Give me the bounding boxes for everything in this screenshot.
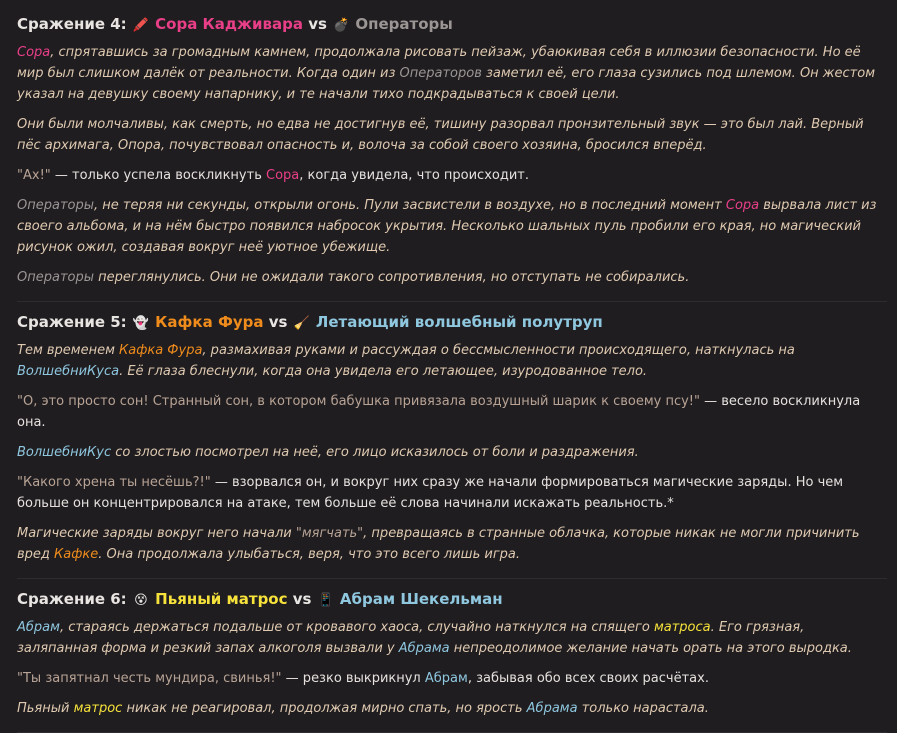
name-highlight: "О, это просто сон! Странный сон, в котором бабушка привязала воздушный шарик к своему псу!"	[17, 394, 700, 409]
fighter-operators: Операторы	[355, 15, 453, 33]
battle-4-title: Сражение 4:	[17, 15, 127, 33]
fighter-drunk-sailor: Пьяный матрос	[155, 590, 288, 608]
battle-6-quote-line	[17, 668, 887, 689]
name-highlight: Абрам	[17, 620, 60, 635]
battle-5-paragraph	[17, 442, 887, 463]
text-run: — только успела воскликнуть	[50, 168, 266, 183]
crayon-icon: 🖍️	[132, 18, 150, 33]
battle-4-paragraph	[17, 42, 887, 105]
battle-6-paragraph	[17, 698, 887, 719]
text-run: Пьяный	[17, 701, 74, 716]
battle-4-paragraph	[17, 114, 887, 156]
battle-6-title: Сражение 6:	[17, 590, 127, 608]
name-highlight: Кафка Фура	[119, 343, 203, 358]
battle-5-title: Сражение 5:	[17, 313, 127, 331]
battle-4-heading	[17, 12, 887, 38]
ghost-icon: 👻	[132, 316, 150, 331]
battle-5-paragraph	[17, 340, 887, 382]
text-run: , когда увидела, что происходит.	[299, 168, 529, 183]
name-highlight: Абрам	[424, 671, 468, 686]
text-run: , размахивая руками и рассуждая о бессмысленности происходящего, наткнулась на	[202, 343, 795, 358]
name-highlight: Операторы	[17, 198, 94, 213]
vs-label: vs	[268, 313, 288, 331]
name-highlight: Кафке	[54, 547, 99, 562]
fighter-sora: Сора Кадживара	[155, 15, 303, 33]
name-highlight: матроса	[653, 620, 711, 635]
name-highlight: Операторов	[399, 66, 482, 81]
fighter-abram: Абрам Шекельман	[339, 590, 503, 608]
vs-label: vs	[292, 590, 312, 608]
text-run: , забывая обо всех своих расчётах.	[467, 671, 709, 686]
name-highlight: Сора	[266, 168, 300, 183]
name-highlight: "мягчать"	[295, 526, 364, 541]
text-run: — весело воскликнула она.	[17, 394, 861, 430]
text-run: Магические заряды вокруг него начали	[17, 526, 296, 541]
fighter-kafka: Кафка Фура	[155, 313, 264, 331]
name-highlight: "Ах!"	[17, 168, 51, 183]
battle-5-quote-line	[17, 391, 887, 433]
battle-4-section	[17, 12, 887, 302]
name-highlight: Сора	[17, 45, 51, 60]
battle-4-paragraph	[17, 267, 887, 288]
bomb-icon: 💣	[333, 18, 350, 33]
battle-5-quote-line	[17, 472, 887, 514]
name-highlight: ВолшебниКуса	[17, 364, 120, 379]
text-run: со злостью посмотрел на неё, его лицо исказилось от боли и раздражения.	[111, 445, 639, 460]
text-run: только нарастала.	[577, 701, 709, 716]
battle-6-section	[17, 587, 887, 733]
broom-icon: 🧹	[293, 316, 310, 331]
name-highlight: Абрама	[398, 641, 450, 656]
text-run: заметил её, его глаза сузились под шлемом. Он жестом указал на девушку своему напарнику, и те начали тихо подкрадываться к своей цели.	[17, 66, 875, 102]
text-run: — взорвался он, и вокруг них сразу же начали формироваться магические заряды. Но чем больше он концентрировался на атаке, тем больше её слова начинали искажать реальность.*	[17, 475, 844, 511]
text-run: Тем временем	[17, 343, 120, 358]
text-run: переглянулись. Они не ожидали такого сопротивления, но отступать не собирались.	[94, 270, 690, 285]
name-highlight: "Какого хрена ты несёшь?!"	[17, 475, 211, 490]
battle-4-quote-line	[17, 165, 887, 186]
text-run: . Она продолжала улыбаться, веря, что это всего лишь игра.	[98, 547, 521, 562]
text-run: , не теряя ни секунды, открыли огонь. Пули засвистели в воздухе, но в последний момент	[94, 198, 726, 213]
battle-5-section	[17, 310, 887, 579]
name-highlight: Операторы	[17, 270, 94, 285]
text-run: Они были молчаливы, как смерть, но едва не достигнув её, тишину разорвал пронзительный звук — это был лай. Верный пёс архимага, Опора, почувствовал опасность и, волоча за собой своего хозяина, бросился вперёд.	[17, 117, 864, 153]
battle-6-heading	[17, 587, 887, 613]
text-run: , спрятавшись за громадным камнем, продолжала рисовать пейзаж, убаюкивая себя в иллюзии безопасности. Но её мир был слишком далёк от реальности. Когда один из	[17, 45, 861, 81]
name-highlight: матрос	[73, 701, 123, 716]
text-run: , превращаясь в странные облачка, которые никак не могли причинить вред	[17, 526, 860, 562]
text-run: — резко выкрикнул	[281, 671, 425, 686]
text-run: вырвала лист из своего альбома, и на нём быстро появился набросок укрытия. Несколько шальных пуль пробили его края, но магический рисунок ожил, создавая вокруг неё уютное убежище.	[17, 198, 877, 255]
name-highlight: Сора	[725, 198, 760, 213]
fighter-flying-corpse: Летающий волшебный полутруп	[315, 313, 603, 331]
vs-label: vs	[308, 15, 327, 33]
text-run: . Её глаза блеснули, когда она увидела его летающее, изуродованное тело.	[119, 364, 648, 379]
name-highlight: "Ты запятнал честь мундира, свинья!"	[17, 671, 282, 686]
battle-5-heading	[17, 310, 887, 336]
name-highlight: Абрама	[526, 701, 578, 716]
phone-icon: 📱	[317, 593, 334, 608]
dizzy-face-icon: 😵	[134, 593, 148, 608]
name-highlight: ВолшебниКус	[17, 445, 112, 460]
battle-5-paragraph	[17, 523, 887, 565]
battle-6-paragraph	[17, 617, 887, 659]
battle-4-paragraph	[17, 195, 887, 258]
text-run: никак не реагировал, продолжая мирно спать, но ярость	[122, 701, 527, 716]
text-run: , стараясь держаться подальше от кровавого хаоса, случайно наткнулся на спящего	[59, 620, 654, 635]
text-run: . Его грязная, заляпанная форма и резкий запах алкоголя вызвали у	[17, 620, 805, 656]
text-run: непреодолимое желание начать орать на этого выродка.	[449, 641, 852, 656]
